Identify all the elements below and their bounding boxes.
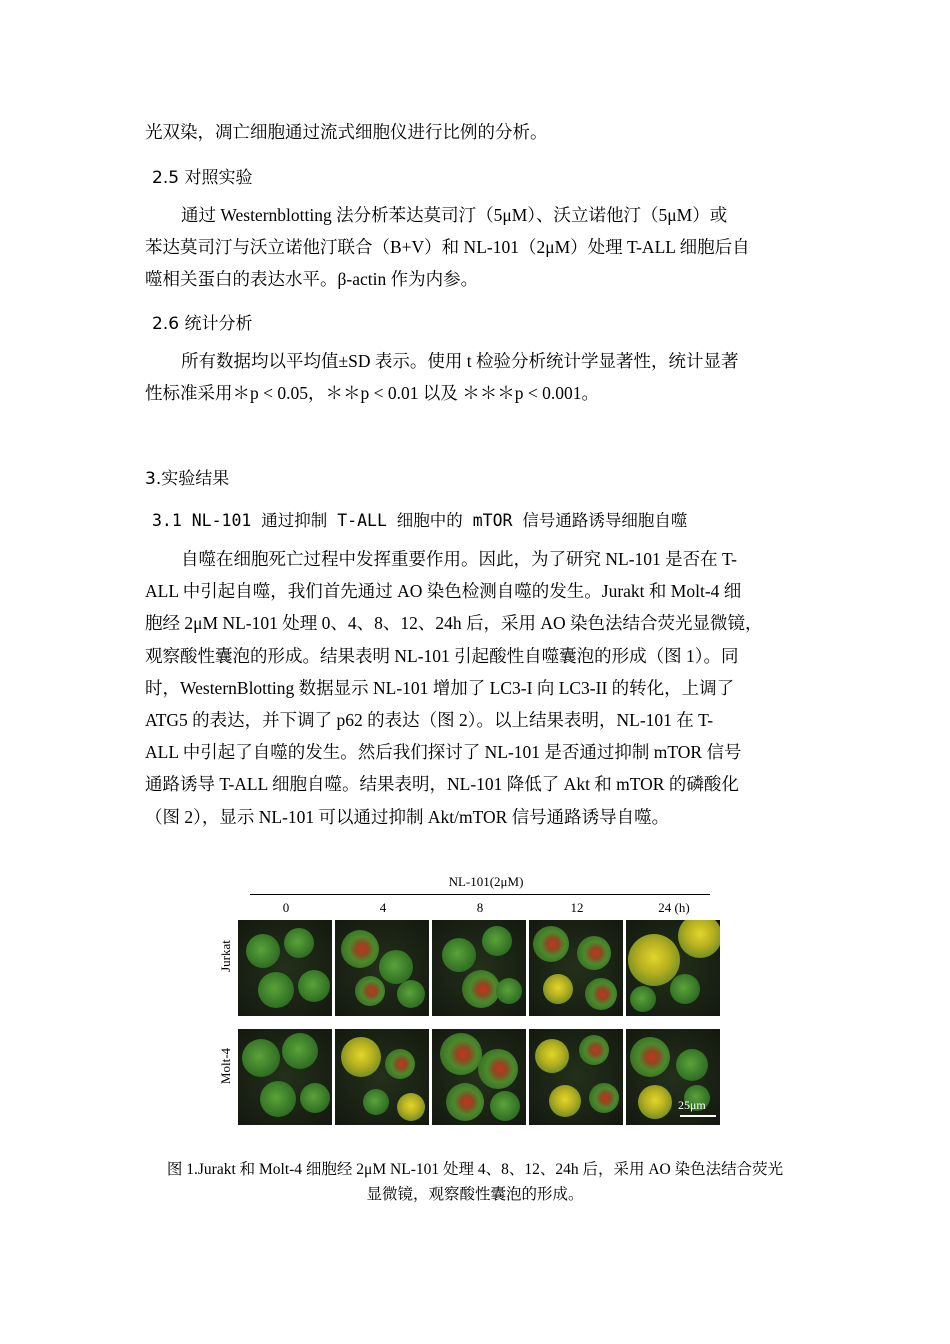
paragraph-line: ATG5 的表达，并下调了 p62 的表达（图 2）。以上结果表明，NL-101 在 T-: [145, 710, 714, 731]
row-label-molt4: Molt-4: [218, 1047, 233, 1085]
cell-blob: [446, 1083, 484, 1121]
section-2-5-paragraph: [145, 199, 809, 296]
paragraph-line: ALL 中引起自噬，我们首先通过 AO 染色检测自噬的发生。Jurakt 和 Molt-4 细: [145, 581, 742, 602]
paragraph-line: 观察酸性囊泡的形成。结果表明 NL-101 引起酸性自噬囊泡的形成（图 1）。同: [145, 645, 739, 666]
cell-blob: [543, 974, 573, 1004]
row-label-jurkat: Jurkat: [218, 940, 233, 972]
cell-blob: [355, 976, 385, 1006]
paragraph-line: 时，WesternBlotting 数据显示 NL-101 增加了 LC3-I 向 LC3-II 的转化，上调了: [145, 677, 735, 698]
cell-blob: [585, 978, 617, 1010]
treatment-bracket-line: [250, 894, 710, 895]
cell-blob: [242, 1039, 280, 1077]
timepoint-label: 8: [476, 900, 484, 915]
scale-bar: [680, 1115, 716, 1117]
cell-blob: [630, 986, 656, 1012]
timepoint-label: 24 (h): [658, 900, 690, 915]
cell-blob: [260, 1081, 296, 1117]
cell-blob: [628, 934, 680, 986]
caption-line: 图 1.Jurakt 和 Molt-4 细胞经 2μM NL-101 处理 4、8、12、24h 后，采用 AO 染色法结合荧光: [166, 1161, 784, 1178]
figure-1: [218, 872, 724, 1127]
cell-blob: [440, 1033, 482, 1075]
paragraph-line: 噬相关蛋白的表达水平。β-actin 作为内参。: [145, 269, 479, 290]
cell-blob: [385, 1049, 415, 1079]
cell-blob: [379, 950, 413, 984]
paragraph-line: （图 2），显示 NL-101 可以通过抑制 Akt/mTOR 信号通路诱导自噬。: [145, 806, 670, 827]
cell-blob: [258, 972, 294, 1008]
cell-blob: [589, 1083, 619, 1113]
cell-blob: [678, 920, 720, 958]
section-2-6-heading: 2.6 统计分析: [152, 314, 253, 334]
cell-blob: [478, 1049, 518, 1089]
section-2-5-heading: 2.5 对照实验: [152, 168, 253, 188]
cell-blob: [442, 938, 476, 972]
paragraph-line: 苯达莫司汀与沃立诺他汀联合（B+V）和 NL-101（2μM）处理 T-ALL 细胞后自: [145, 237, 750, 258]
section-3-heading: 3.实验结果: [145, 469, 230, 489]
cell-blob: [282, 1033, 318, 1069]
cell-blob: [397, 980, 425, 1008]
micrograph-panel: [529, 920, 623, 1016]
paragraph-line: 性标准采用＊p < 0.05，＊＊p < 0.01 以及 ＊＊＊p < 0.001。: [145, 383, 599, 404]
micrograph-panel: [626, 920, 720, 1016]
timepoint-label: 12: [570, 900, 584, 915]
cell-blob: [462, 970, 500, 1008]
cell-blob: [482, 926, 512, 956]
micrograph-panel: [238, 920, 332, 1016]
cell-blob: [535, 1039, 569, 1073]
section-2-6-paragraph: [145, 345, 809, 409]
paragraph-line: 通路诱导 T-ALL 细胞自噬。结果表明，NL-101 降低了 Akt 和 mTOR 的磷酸化: [145, 774, 739, 795]
cell-blob: [284, 928, 314, 958]
scale-bar-label: 25μm: [678, 1098, 706, 1112]
cell-blob: [579, 1035, 609, 1065]
micrograph-panel: [432, 920, 526, 1016]
intro-continuation: [145, 116, 809, 148]
timepoint-label: 4: [379, 900, 387, 915]
paragraph-line: 胞经 2μM NL-101 处理 0、4、8、12、24h 后，采用 AO 染色法结合荧光显微镜，: [145, 613, 763, 634]
caption-line: 显微镜，观察酸性囊泡的形成。: [366, 1186, 584, 1203]
paragraph-line: 自噬在细胞死亡过程中发挥重要作用。因此，为了研究 NL-101 是否在 T-: [181, 549, 737, 569]
cell-blob: [670, 974, 700, 1004]
cell-blob: [490, 1091, 520, 1121]
cell-blob: [341, 930, 379, 968]
cell-blob: [676, 1049, 708, 1081]
cell-blob: [341, 1037, 381, 1077]
cell-blob: [246, 934, 280, 968]
micrograph-panel: [432, 1029, 526, 1125]
cell-blob: [630, 1037, 670, 1077]
paragraph-line: 所有数据均以平均值±SD 表示。使用 t 检验分析统计学显著性，统计显著: [181, 351, 739, 371]
intro-line: 光双染，凋亡细胞通过流式细胞仪进行比例的分析。: [145, 122, 548, 142]
section-3-1-heading: 3.1 NL-101 通过抑制 T-ALL 细胞中的 mTOR 信号通路诱导细胞自噬: [152, 511, 688, 530]
figure-1-caption: [145, 1157, 805, 1207]
cell-blob: [533, 926, 569, 962]
cell-blob: [549, 1085, 581, 1117]
paragraph-line: 通过 Westernblotting 法分析苯达莫司汀（5μM）、沃立诺他汀（5μM）或: [181, 205, 728, 225]
cell-blob: [363, 1089, 389, 1115]
section-3-1-paragraph: [145, 543, 809, 833]
cell-blob: [300, 1083, 330, 1113]
cell-blob: [577, 936, 611, 970]
treatment-label: NL-101(2μM): [448, 874, 524, 889]
micrograph-panel: [335, 1029, 429, 1125]
cell-blob: [298, 970, 330, 1002]
paragraph-line: ALL 中引起了自噬的发生。然后我们探讨了 NL-101 是否通过抑制 mTOR 信号: [145, 742, 742, 763]
micrograph-panel: [335, 920, 429, 1016]
micrograph-panel: [529, 1029, 623, 1125]
timepoint-label: 0: [282, 900, 290, 915]
cell-blob: [496, 978, 522, 1004]
micrograph-panel: [238, 1029, 332, 1125]
cell-blob: [638, 1085, 672, 1119]
cell-blob: [397, 1093, 425, 1121]
